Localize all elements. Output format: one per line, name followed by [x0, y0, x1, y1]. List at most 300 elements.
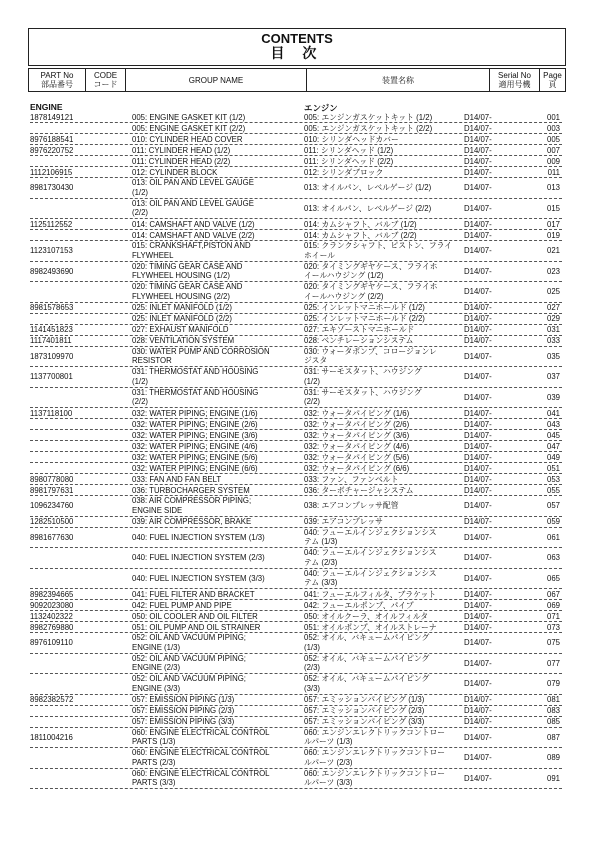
page-number-cell[interactable]	[536, 674, 560, 694]
table-row[interactable]	[30, 145, 562, 156]
japanese-name-cell-text: 050: オイルクーラ、オイルフィルタ	[304, 611, 428, 621]
page-number-cell[interactable]	[536, 474, 560, 484]
table-row[interactable]	[30, 769, 562, 790]
group-name-cell-text: 031: THERMOSTAT AND HOUSING (2/2)	[132, 387, 259, 407]
table-row[interactable]	[30, 167, 562, 178]
japanese-name-cell	[304, 611, 462, 621]
group-name-cell-text: 052: OIL AND VACUUM PIPING; ENGINE (3/3)	[132, 674, 246, 693]
group-name-cell	[132, 548, 304, 568]
serial-no-cell	[464, 728, 524, 748]
page-number-cell-text: 015	[546, 203, 560, 213]
table-row[interactable]	[30, 241, 562, 262]
serial-no-cell-text: D14/07-	[464, 145, 492, 155]
page-number-cell[interactable]	[536, 230, 560, 240]
group-name-cell-text: 033: FAN AND FAN BELT	[132, 474, 222, 484]
table-row[interactable]	[30, 408, 562, 419]
japanese-name-cell-text: 011: シリンダヘッド (1/2)	[304, 145, 394, 155]
table-row[interactable]	[30, 728, 562, 749]
serial-no-cell-text: D14/07-	[464, 183, 492, 193]
group-name-cell	[132, 230, 304, 240]
japanese-name-cell-text: 036: ターボチャージャシステム	[304, 485, 414, 495]
japanese-name-cell	[304, 452, 462, 462]
page-number-cell-text: 031	[546, 325, 560, 335]
page-number-cell[interactable]	[536, 314, 560, 324]
table-row[interactable]	[30, 706, 562, 717]
group-name-cell-text: 012: CYLINDER BLOCK	[132, 167, 218, 177]
table-row[interactable]	[30, 112, 562, 123]
table-row[interactable]	[30, 674, 562, 695]
page-number-cell[interactable]	[536, 717, 560, 727]
page-number-cell[interactable]	[536, 112, 560, 122]
page-number-cell[interactable]	[536, 262, 560, 282]
part-number-cell	[30, 219, 128, 229]
japanese-name-cell-text: 013: オイルパン、レベルゲージ (2/2)	[304, 203, 432, 213]
group-name-cell	[132, 474, 304, 484]
page-number-cell-text: 071	[546, 611, 560, 621]
group-name-cell-text: 032: WATER PIPING; ENGINE (6/6)	[132, 463, 258, 473]
group-name-cell	[132, 367, 304, 387]
group-name-cell	[132, 463, 304, 473]
serial-no-cell	[464, 123, 524, 133]
part-number-cell	[30, 134, 128, 144]
part-number-cell	[30, 517, 128, 527]
part-number-cell-text: 8982382572	[30, 695, 74, 705]
part-number-cell-text: 1123107153	[30, 246, 73, 256]
serial-no-cell-text: D14/07-	[464, 112, 492, 122]
table-row[interactable]	[30, 367, 562, 388]
table-row[interactable]	[30, 485, 562, 496]
part-number-cell	[30, 496, 128, 516]
page-number-cell[interactable]	[536, 167, 560, 177]
page-number-cell-text: 033	[546, 336, 560, 346]
page-number-cell[interactable]	[536, 589, 560, 599]
part-number-cell	[30, 695, 128, 705]
group-name-cell-text: 032: WATER PIPING; ENGINE (3/6)	[132, 430, 258, 440]
japanese-name-cell-text: 020: タイミングギヤケース、フライホ イールハウジング (1/2)	[304, 261, 438, 281]
japanese-name-cell-text: 032: ウォータパイピング (6/6)	[304, 463, 410, 473]
group-name-cell	[132, 325, 304, 335]
page-number-cell[interactable]	[536, 548, 560, 568]
title-box	[28, 28, 566, 66]
serial-no-cell-text: D14/07-	[464, 419, 492, 429]
page-number-cell[interactable]	[536, 600, 560, 610]
page-number-cell[interactable]	[536, 452, 560, 462]
japanese-name-cell	[304, 717, 462, 727]
group-name-cell-text: 025: INLET MANIFOLD (1/2)	[132, 303, 232, 313]
page-number-cell[interactable]	[536, 408, 560, 418]
group-name-cell	[132, 262, 304, 282]
table-row[interactable]	[30, 548, 562, 569]
page-number-cell[interactable]	[536, 367, 560, 387]
table-row[interactable]	[30, 336, 562, 347]
part-number-cell	[30, 156, 128, 166]
serial-no-cell-text: D14/07-	[464, 123, 492, 133]
section-heading	[30, 102, 562, 112]
part-number-cell-text: 1096234760	[30, 501, 74, 511]
page-number-cell[interactable]	[536, 347, 560, 367]
page-number-cell-text: 013	[546, 183, 560, 193]
japanese-name-cell-text: 052: オイル、バキュームパイピング (1/3)	[304, 633, 430, 652]
table-row[interactable]	[30, 156, 562, 167]
page-number-cell[interactable]	[536, 569, 560, 589]
table-row[interactable]	[30, 474, 562, 485]
page-number-cell[interactable]	[536, 336, 560, 346]
serial-no-cell-text: D14/07-	[464, 717, 492, 727]
japanese-name-cell	[304, 589, 462, 599]
table-row[interactable]	[30, 600, 562, 611]
serial-no-cell	[464, 199, 524, 219]
japanese-name-cell	[304, 325, 462, 335]
page-number-cell[interactable]	[536, 282, 560, 302]
japanese-name-cell	[304, 430, 462, 440]
serial-no-cell-text: D14/07-	[464, 753, 492, 763]
serial-no-cell	[464, 474, 524, 484]
serial-no-cell	[464, 112, 524, 122]
serial-no-cell	[464, 600, 524, 610]
page-number-cell-text: 051	[546, 463, 560, 473]
group-name-cell-text: 060: ENGINE ELECTRICAL CONTROL PARTS (3/3)	[132, 768, 270, 788]
japanese-name-cell	[304, 241, 462, 261]
page-number-cell[interactable]	[536, 156, 560, 166]
japanese-name-cell	[304, 219, 462, 229]
group-name-cell	[132, 728, 304, 748]
page-number-cell[interactable]	[536, 441, 560, 451]
serial-no-cell	[464, 408, 524, 418]
table-row[interactable]	[30, 717, 562, 728]
table-row[interactable]	[30, 347, 562, 368]
part-number-cell	[30, 303, 128, 313]
japanese-name-cell-text: 060: エンジンエレクトリックコントロー ルパーツ (2/3)	[304, 748, 446, 767]
page-number-cell[interactable]	[536, 388, 560, 408]
page-number-cell[interactable]	[536, 517, 560, 527]
group-name-cell-text: 042: FUEL PUMP AND PIPE	[132, 600, 232, 610]
page-number-cell[interactable]	[536, 769, 560, 789]
part-number-cell-text: 1132402322	[30, 611, 73, 621]
part-number-cell	[30, 622, 128, 632]
group-name-cell-text: 040: FUEL INJECTION SYSTEM (3/3)	[132, 573, 265, 583]
table-row[interactable]	[30, 123, 562, 134]
table-row[interactable]	[30, 388, 562, 409]
serial-no-cell	[464, 347, 524, 367]
page-number-cell[interactable]	[536, 654, 560, 674]
serial-no-cell-text: D14/07-	[464, 219, 492, 229]
serial-no-cell-text: D14/07-	[464, 167, 492, 177]
japanese-name-cell-text: 031: サーモスタット、ハウジング (1/2)	[304, 367, 422, 386]
table-row[interactable]	[30, 303, 562, 314]
japanese-name-cell	[304, 548, 462, 568]
page-number-cell[interactable]	[536, 622, 560, 632]
japanese-name-cell-text: 005: エンジンガスケットキット (1/2)	[304, 112, 433, 122]
japanese-name-cell-text: 011: シリンダヘッド (2/2)	[304, 156, 394, 166]
japanese-name-cell-text: 010: シリンダヘッドカバー	[304, 134, 399, 144]
group-name-cell	[132, 485, 304, 495]
part-number-cell	[30, 600, 128, 610]
japanese-name-cell	[304, 178, 462, 198]
serial-no-cell-text: D14/07-	[464, 573, 492, 583]
serial-no-cell	[464, 496, 524, 516]
serial-no-cell	[464, 674, 524, 694]
part-number-cell-text: 8981797631	[30, 485, 74, 495]
serial-no-cell-text: D14/07-	[464, 517, 492, 527]
table-row[interactable]	[30, 611, 562, 622]
part-number-cell	[30, 282, 128, 302]
group-name-cell-text: 057: EMISSION PIPING (1/3)	[132, 695, 235, 705]
japanese-name-cell-text: 032: ウォータパイピング (5/6)	[304, 452, 410, 462]
page-number-cell[interactable]	[536, 611, 560, 621]
japanese-name-cell-text: 028: ベンチレーションシステム	[304, 336, 414, 346]
table-row[interactable]	[30, 134, 562, 145]
table-row[interactable]	[30, 441, 562, 452]
serial-no-cell-text: D14/07-	[464, 622, 492, 632]
group-name-cell	[132, 441, 304, 451]
table-row[interactable]	[30, 178, 562, 199]
group-name-cell	[132, 717, 304, 727]
page-number-cell[interactable]	[536, 633, 560, 653]
serial-no-cell-text: D14/07-	[464, 658, 492, 668]
table-row[interactable]	[30, 199, 562, 220]
japanese-name-cell	[304, 517, 462, 527]
serial-no-cell	[464, 178, 524, 198]
serial-no-cell-text: D14/07-	[464, 303, 492, 313]
page-number-cell[interactable]	[536, 303, 560, 313]
part-number-cell	[30, 463, 128, 473]
group-name-cell-text: 052: OIL AND VACUUM PIPING; ENGINE (2/3)	[132, 653, 246, 673]
japanese-name-cell-text: 032: ウォータパイピング (1/6)	[304, 408, 410, 418]
japanese-name-cell-text: 052: オイル、バキュームパイピング (3/3)	[304, 674, 430, 693]
group-name-cell-text: 031: THERMOSTAT AND HOUSING (1/2)	[132, 367, 259, 386]
part-number-cell	[30, 706, 128, 716]
table-row[interactable]	[30, 589, 562, 600]
group-name-cell	[132, 336, 304, 346]
table-row[interactable]	[30, 748, 562, 769]
group-name-cell	[132, 528, 304, 548]
serial-no-cell	[464, 441, 524, 451]
serial-no-cell	[464, 230, 524, 240]
japanese-name-cell	[304, 474, 462, 484]
serial-no-cell	[464, 452, 524, 462]
serial-no-cell	[464, 367, 524, 387]
group-name-cell	[132, 569, 304, 589]
page-number-cell[interactable]	[536, 463, 560, 473]
serial-no-cell-text: D14/07-	[464, 392, 492, 402]
japanese-name-cell-text: 060: エンジンエレクトリックコントロー ルパーツ (1/3)	[304, 727, 446, 747]
serial-no-cell	[464, 145, 524, 155]
table-row[interactable]	[30, 695, 562, 706]
page-number-cell[interactable]	[536, 496, 560, 516]
serial-no-cell	[464, 388, 524, 408]
table-row[interactable]	[30, 517, 562, 528]
table-row[interactable]	[30, 496, 562, 517]
japanese-name-cell-text: 030: ウォータポンプ、コロージョンレ ジスタ	[304, 346, 437, 366]
group-name-cell	[132, 419, 304, 429]
group-name-cell-text: 039: AIR COMPRESSOR, BRAKE	[132, 517, 252, 527]
part-number-cell	[30, 441, 128, 451]
header-serial-no: Serial No 適用号機	[490, 69, 540, 91]
group-name-cell	[132, 695, 304, 705]
part-number-cell-text: 8976220752	[30, 145, 74, 155]
group-name-cell	[132, 145, 304, 155]
page-number-cell[interactable]	[536, 325, 560, 335]
serial-no-cell-text: D14/07-	[464, 230, 492, 240]
part-number-cell	[30, 589, 128, 599]
table-row[interactable]	[30, 633, 562, 654]
japanese-name-cell-text: 057: エミッションパイピング (2/3)	[304, 706, 425, 716]
table-row[interactable]	[30, 262, 562, 283]
table-row[interactable]	[30, 569, 562, 590]
page-number-cell[interactable]	[536, 178, 560, 198]
group-name-cell	[132, 112, 304, 122]
table-row[interactable]	[30, 219, 562, 230]
japanese-name-cell-text: 020: タイミングギヤケース、フライホ イールハウジング (2/2)	[304, 282, 438, 301]
table-row[interactable]	[30, 622, 562, 633]
table-row[interactable]	[30, 282, 562, 303]
serial-no-cell	[464, 569, 524, 589]
page-number-cell[interactable]	[536, 695, 560, 705]
page-number-cell-text: 053	[546, 474, 560, 484]
part-number-cell-text: 1873109970	[30, 351, 74, 361]
page-number-cell[interactable]	[536, 528, 560, 548]
page-number-cell[interactable]	[536, 706, 560, 716]
page-number-cell[interactable]	[536, 430, 560, 440]
contents-table	[30, 112, 562, 789]
page-number-cell[interactable]	[536, 219, 560, 229]
page-number-cell-text: 039	[546, 392, 560, 402]
table-row[interactable]	[30, 452, 562, 463]
group-name-cell	[132, 654, 304, 674]
part-number-cell	[30, 241, 128, 261]
page-number-cell-text: 069	[546, 600, 560, 610]
group-name-cell-text: 036: TURBOCHARGER SYSTEM	[132, 485, 250, 495]
page-number-cell-text: 073	[546, 622, 560, 632]
page-number-cell-text: 005	[546, 134, 560, 144]
page-number-cell-text: 077	[546, 658, 560, 668]
group-name-cell	[132, 314, 304, 324]
page-number-cell-text: 075	[546, 638, 560, 648]
group-name-cell	[132, 156, 304, 166]
serial-no-cell	[464, 156, 524, 166]
header-japanese-name: 装置名称	[307, 69, 490, 91]
group-name-cell-text: 032: WATER PIPING; ENGINE (4/6)	[132, 441, 258, 451]
page-number-cell[interactable]	[536, 728, 560, 748]
table-row[interactable]	[30, 654, 562, 675]
japanese-name-cell-text: 012: シリンダブロック	[304, 167, 384, 177]
group-name-cell-text: 027: EXHAUST MANIFOLD	[132, 325, 229, 335]
page-number-cell-text: 021	[546, 246, 560, 256]
page-number-cell[interactable]	[536, 123, 560, 133]
table-row[interactable]	[30, 463, 562, 474]
table-header	[28, 68, 566, 92]
page-number-cell[interactable]	[536, 485, 560, 495]
serial-no-cell	[464, 241, 524, 261]
serial-no-cell-text: D14/07-	[464, 600, 492, 610]
part-number-cell	[30, 388, 128, 408]
table-row[interactable]	[30, 419, 562, 430]
serial-no-cell-text: D14/07-	[464, 408, 492, 418]
page-number-cell[interactable]	[536, 241, 560, 261]
page-number-cell[interactable]	[536, 145, 560, 155]
serial-no-cell	[464, 219, 524, 229]
japanese-name-cell	[304, 706, 462, 716]
japanese-name-cell-text: 060: エンジンエレクトリックコントロー ルパーツ (3/3)	[304, 768, 446, 788]
japanese-name-cell	[304, 230, 462, 240]
group-name-cell-text: 013: OIL PAN AND LEVEL GAUGE (2/2)	[132, 198, 254, 218]
part-number-cell-text: 9092023080	[30, 600, 74, 610]
page-number-cell[interactable]	[536, 419, 560, 429]
part-number-cell	[30, 112, 128, 122]
serial-no-cell	[464, 167, 524, 177]
japanese-name-cell	[304, 496, 462, 516]
part-number-cell	[30, 611, 128, 621]
serial-no-cell	[464, 134, 524, 144]
serial-no-cell-text: D14/07-	[464, 732, 492, 742]
page-number-cell-text: 001	[546, 112, 560, 122]
page-number-cell-text: 083	[546, 706, 560, 716]
group-name-cell	[132, 769, 304, 789]
table-row[interactable]	[30, 528, 562, 549]
japanese-name-cell	[304, 769, 462, 789]
part-number-cell	[30, 336, 128, 346]
part-number-cell	[30, 430, 128, 440]
table-row[interactable]	[30, 230, 562, 241]
page-number-cell-text: 011	[547, 167, 560, 177]
japanese-name-cell-text: 051: オイルポンプ、オイルストレーナ	[304, 622, 437, 632]
group-name-cell-text: 038: AIR COMPRESSOR PIPING; ENGINE SIDE	[132, 496, 252, 515]
group-name-cell-text: 011: CYLINDER HEAD (1/2)	[132, 145, 231, 155]
japanese-name-cell	[304, 388, 462, 408]
group-name-cell-text: 032: WATER PIPING; ENGINE (1/6)	[132, 408, 258, 418]
page-number-cell[interactable]	[536, 199, 560, 219]
group-name-cell-text: 013: OIL PAN AND LEVEL GAUGE (1/2)	[132, 178, 254, 197]
page-number-cell-text: 037	[546, 372, 560, 382]
table-row[interactable]	[30, 325, 562, 336]
serial-no-cell-text: D14/07-	[464, 474, 492, 484]
page-number-cell[interactable]	[536, 748, 560, 768]
page-number-cell-text: 003	[546, 123, 560, 133]
serial-no-cell	[464, 611, 524, 621]
page-number-cell-text: 063	[546, 553, 560, 563]
page-number-cell-text: 025	[546, 287, 560, 297]
part-number-cell	[30, 485, 128, 495]
serial-no-cell-text: D14/07-	[464, 336, 492, 346]
group-name-cell	[132, 589, 304, 599]
japanese-name-cell-text: 025: インレットマニホールド (1/2)	[304, 303, 425, 313]
group-name-cell-text: 025: INLET MANIFOLD (2/2)	[132, 314, 232, 324]
group-name-cell-text: 052: OIL AND VACUUM PIPING; ENGINE (1/3)	[132, 633, 246, 652]
japanese-name-cell	[304, 419, 462, 429]
japanese-name-cell-text: 040: フューエルインジェクションシス テム (3/3)	[304, 568, 437, 588]
serial-no-cell	[464, 463, 524, 473]
part-number-cell	[30, 145, 128, 155]
table-row[interactable]	[30, 314, 562, 325]
page-number-cell[interactable]	[536, 134, 560, 144]
serial-no-cell	[464, 314, 524, 324]
group-name-cell-text: 057: EMISSION PIPING (2/3)	[132, 706, 235, 716]
serial-no-cell	[464, 548, 524, 568]
page-number-cell-text: 009	[546, 156, 560, 166]
serial-no-cell	[464, 419, 524, 429]
part-number-cell-text: 8981578653	[30, 303, 74, 313]
section-title-japanese: エンジン	[304, 103, 338, 113]
serial-no-cell	[464, 589, 524, 599]
group-name-cell-text: 040: FUEL INJECTION SYSTEM (2/3)	[132, 553, 265, 563]
table-row[interactable]	[30, 430, 562, 441]
serial-no-cell-text: D14/07-	[464, 611, 492, 621]
group-name-cell	[132, 706, 304, 716]
group-name-cell	[132, 408, 304, 418]
page-number-cell-text: 023	[546, 266, 560, 276]
japanese-name-cell-text: 057: エミッションパイピング (1/3)	[304, 695, 425, 705]
page-number-cell-text: 019	[546, 230, 560, 240]
